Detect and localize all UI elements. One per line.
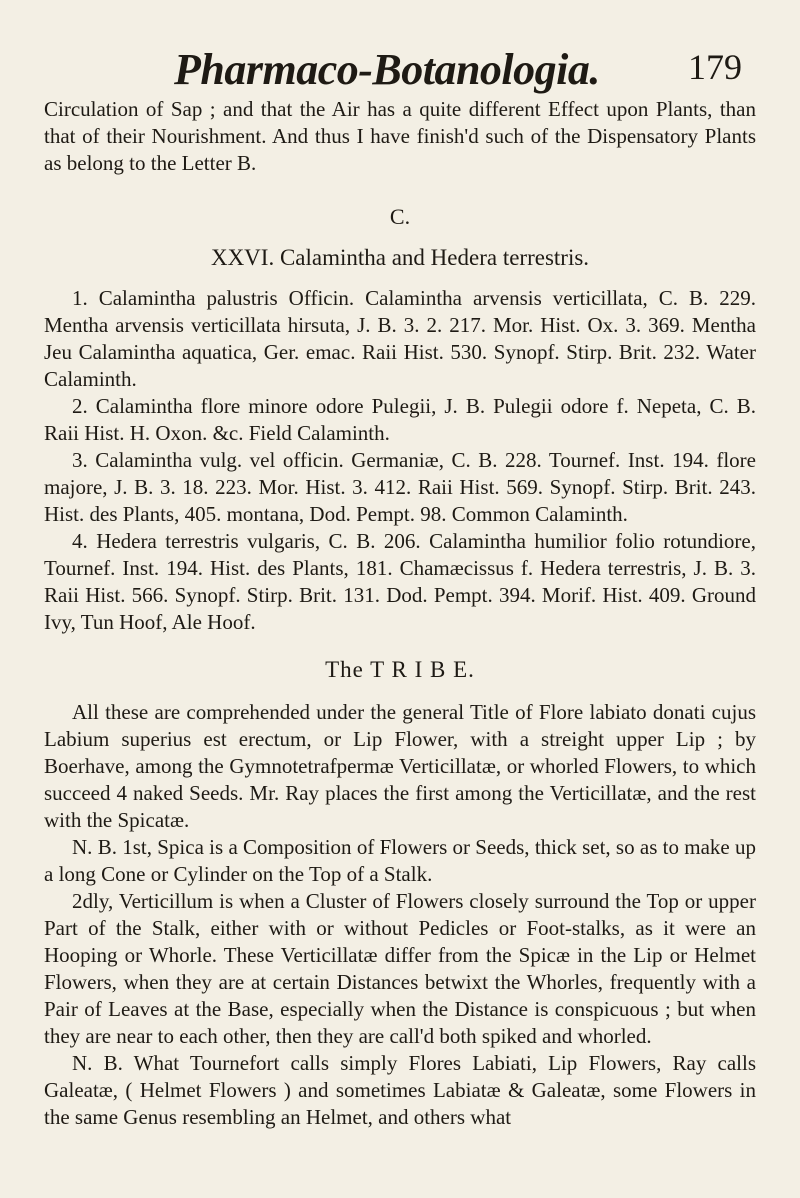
intro-paragraph: Circulation of Sap ; and that the Air has a quite different Effect upon Plants, than that of their Nourishment. And thus I have finish'd such of the Dispensatory Plants as belong to the Letter B. — [44, 97, 756, 175]
page-number: 179 — [688, 47, 742, 87]
entry-2: 2. Calamintha flore minore odore Pulegii, J. B. Pulegii odore f. Nepeta, C. B. Raii Hist. H. Oxon. &c. Field Calaminth. — [44, 394, 756, 445]
tribe-heading: The T R I B E. — [325, 657, 475, 682]
running-title: Pharmaco-Botanologia. — [174, 45, 600, 94]
body-paragraph-3: 2dly, Verticillum is when a Cluster of Flowers closely surround the Top or upper Part of the Stalk, either with or without Pedicles or Foot-stalks, as it were an Hooping or Whorle. These Verticillatæ differ from the Spicæ in the Lip or Helmet Flowers, when they are at certain Distances betwixt the Whorles, frequently with a Pair of Leaves at the Base, especially when the Distance is conspicuous ; but when they are near to each other, then they are call'd both spiked and whorled. — [44, 889, 756, 1048]
body-paragraph-1: All these are comprehended under the general Title of Flore labiato donati cujus Labium superius est erectum, or Lip Flower, with a streight upper Lip ; by Boerhave, among the Gymnotetrafpermæ Verticillatæ, or whorled Flowers, to which succeed 4 naked Seeds. Mr. Ray places the first among the Verticillatæ, and the rest with the Spicatæ. — [44, 700, 756, 832]
letter-heading: C. — [389, 204, 411, 229]
entry-1: 1. Calamintha palustris Officin. Calamintha arvensis verticillata, C. B. 229. Mentha arvensis verticillata hirsuta, J. B. 3. 2. 217. Mor. Hist. Ox. 3. 369. Mentha Jeu Calamintha aquatica, Ger. emac. Raii Hist. 530. Synopf. Stirp. Brit. 232. Water Calaminth. — [44, 286, 756, 391]
page-header — [44, 40, 756, 96]
entry-4: 4. Hedera terrestris vulgaris, C. B. 206. Calamintha humilior folio rotundiore, Tournef. Inst. 194. Hist. des Plants, 181. Chamæcissus f. Hedera terrestris, J. B. 3. Raii Hist. 566. Synopf. Stirp. Brit. 131. Dod. Pempt. 394. Morif. Hist. 409. Ground Ivy, Tun Hoof, Ale Hoof. — [44, 529, 756, 634]
entry-3: 3. Calamintha vulg. vel officin. Germaniæ, C. B. 228. Tournef. Inst. 194. flore majore, J. B. 3. 18. 223. Mor. Hist. 3. 412. Raii Hist. 569. Synopf. Stirp. Brit. 243. Hist. des Plants, 405. montana, Dod. Pempt. 98. Common Calaminth. — [44, 448, 756, 526]
body-paragraph-4: N. B. What Tournefort calls simply Flores Labiati, Lip Flowers, Ray calls Galeatæ, ( Helmet Flowers ) and sometimes Labiatæ & Galeatæ, some Flowers in the same Genus resembling an Helmet, and others what — [44, 1051, 756, 1129]
section-heading: XXVI. Calamintha and Hedera terrestris. — [210, 245, 590, 270]
body-paragraph-2: N. B. 1st, Spica is a Composition of Flowers or Seeds, thick set, so as to make up a long Cone or Cylinder on the Top of a Stalk. — [44, 835, 756, 886]
